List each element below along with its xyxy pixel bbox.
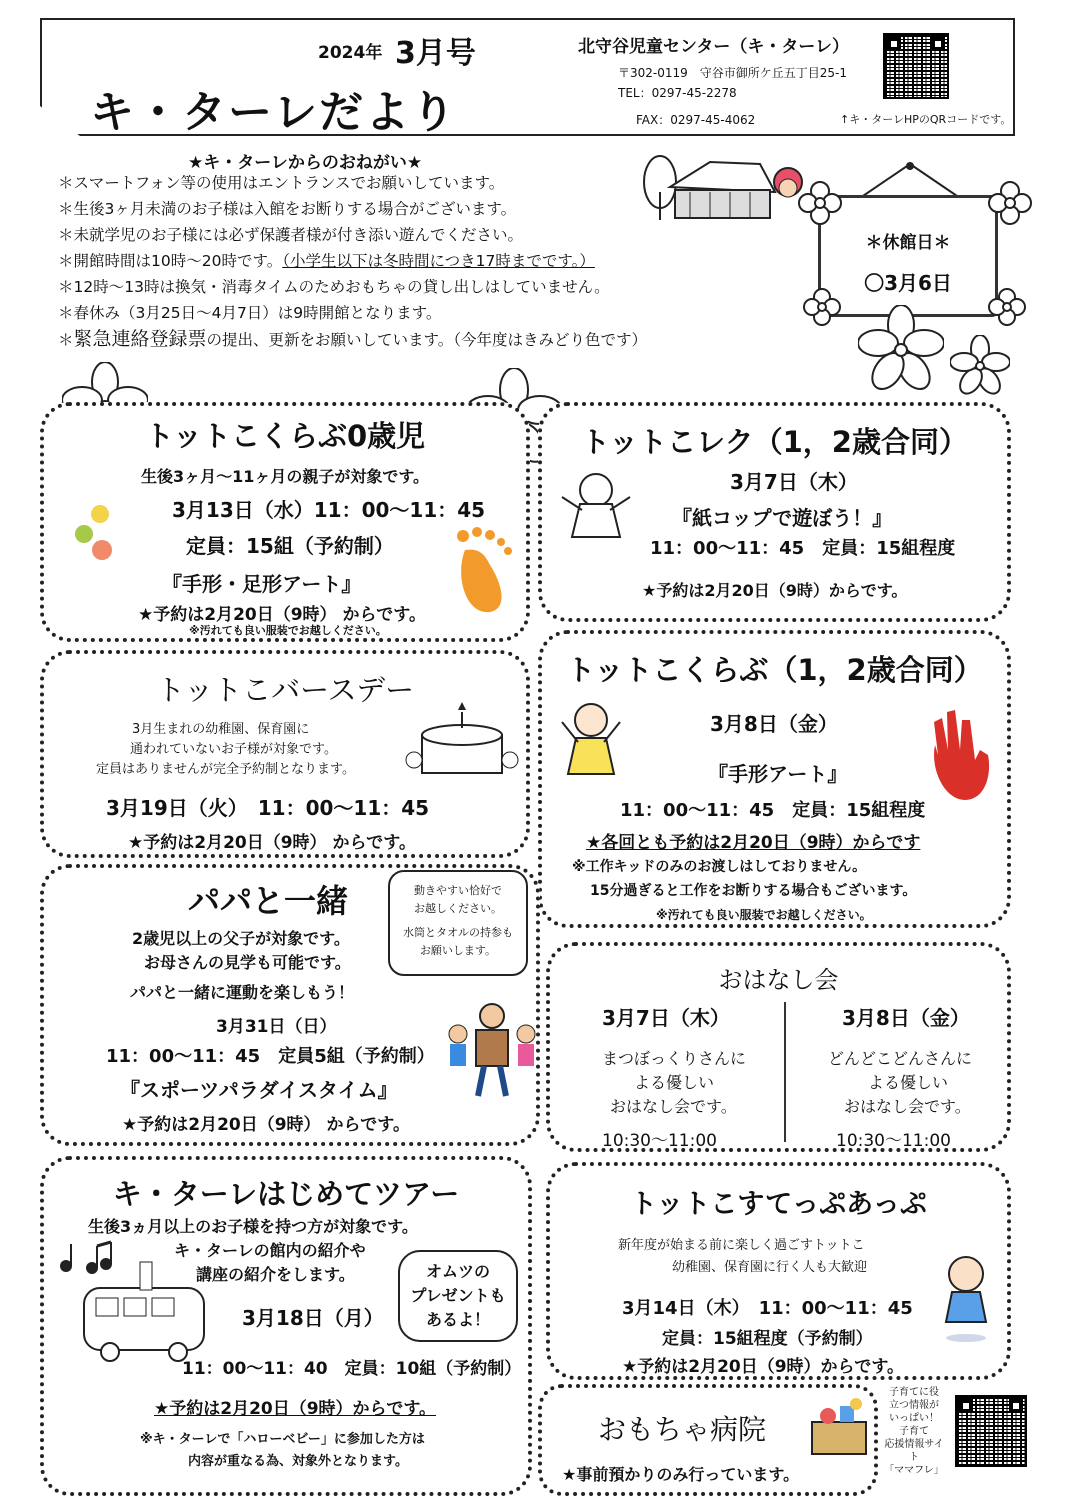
building-icon (640, 152, 805, 222)
story-right-line: おはなし会です。 (844, 1097, 971, 1116)
father-children-icon (442, 1000, 542, 1100)
desc-line: 生後3ヵ月以上のお子様を持つ方が対象です。 (88, 1217, 418, 1236)
bus-icon (80, 1260, 210, 1365)
flower-icon (985, 285, 1030, 330)
desc-line: 2歳児以上の父子が対象です。 (132, 929, 350, 948)
handprint-icon (72, 498, 122, 568)
notice-item: ＊スマートフォン等の使用はエントランスでお願いしています。 (58, 174, 505, 192)
panel-title: おはなし会 (718, 966, 839, 994)
mamafure-note: 子育てに役 立つ情報が いっぱい！ 子育て 応援情報サイト 「ママフレ」 (884, 1387, 944, 1476)
speech-bubble: 動きやすい恰好で お越しください。 水筒とタオルの持参も お願いします。 (388, 870, 528, 976)
notice-item: ＊未就学児のお子様には必ず保護者様が付き添い遊んでください。 (58, 226, 524, 244)
cherry-blossom-icon (950, 335, 1010, 395)
story-left-line: まつぼっくりさんに (602, 1049, 747, 1068)
story-right-line: よる優しい (868, 1073, 949, 1092)
event-datetime: 3月13日（水）11：00～11：45 (172, 498, 486, 522)
story-right-line: どんどこどんさんに (828, 1049, 973, 1068)
panel-title: パパと一緒 (188, 882, 349, 920)
newsletter-title: キ・ターレだより (90, 87, 458, 138)
reserve-text: ★予約は2月20日（9時） からです。 (138, 605, 426, 625)
time-capacity: 11：00～11：45 定員：15組程度 (620, 800, 926, 821)
reserve-text: ★予約は2月20日（9時） からです。 (128, 833, 416, 853)
reserve-text: ★予約は2月20日（9時）からです。 (622, 1357, 905, 1377)
flower-icon (985, 178, 1035, 228)
qr-code-icon[interactable] (883, 33, 949, 99)
child-playing-icon (552, 462, 640, 552)
notice-item: ＊生後3ヶ月未満のお子様は入館をお断りする場合がございます。 (58, 200, 517, 218)
note-line: 内容が重なる為、対象外となります。 (188, 1454, 408, 1469)
center-name: 北守谷児童センター（キ・ターレ） (578, 37, 849, 57)
event-date: 3月8日（金） (710, 712, 838, 736)
desc-line: 通われていないお子様が対象です。 (130, 742, 337, 757)
desc-line: パパと一緒に運動を楽しもう！ (130, 983, 355, 1002)
flower-icon (795, 178, 845, 228)
desc-line: 定員はありませんが完全予約制となります。 (96, 762, 355, 777)
event-date: 3月31日（日） (216, 1017, 337, 1037)
issue-year: 2024年 (318, 43, 383, 63)
panel-title: トットこレク（1，2歳合同） (581, 425, 968, 459)
birthday-cake-icon (402, 700, 520, 782)
flower-icon (800, 285, 845, 330)
footprint-icon (445, 520, 525, 620)
panel-story (546, 942, 1011, 1152)
note-line: ※キ・ターレで「ハローベビー」に参加した方は (140, 1432, 425, 1447)
note-line: ※汚れても良い服装でお越しください。 (656, 908, 872, 922)
target-text: 生後3ヶ月～11ヶ月の親子が対象です。 (140, 467, 430, 486)
story-left-date: 3月7日（木） (602, 1006, 730, 1030)
desc-line: 新年度が始まる前に楽しく過ごすトットこ (618, 1238, 865, 1253)
note-text: ※汚れても良い服装でお越しください。 (189, 624, 387, 637)
event-activity: 『手形アート』 (708, 762, 848, 786)
reserve-text: ★予約は2月20日（9時）からです。 (642, 581, 908, 600)
story-left-time: 10:30～11:00 (602, 1131, 717, 1151)
time-capacity: 11：00～11：40 定員：10組（予約制） (182, 1359, 522, 1379)
desc-line: 3月生まれの幼稚園、保育園に (132, 722, 310, 737)
event-date: 3月18日（月） (242, 1306, 384, 1330)
desc-line: キ・ターレの館内の紹介や (174, 1241, 366, 1260)
event-capacity: 定員：15組程度（予約制） (662, 1329, 873, 1349)
speech-bubble: オムツの プレゼントも あるよ！ (398, 1250, 518, 1342)
reserve-text: ★予約は2月20日（9時）からです。 (154, 1399, 437, 1419)
story-right-time: 10:30～11:00 (836, 1131, 951, 1151)
contact-info (618, 63, 847, 104)
jumping-child-icon (936, 1252, 996, 1344)
panel-title: おもちゃ病院 (598, 1413, 767, 1446)
issue-month: 3月号 (395, 36, 476, 71)
notice-title: ★キ・ターレからのおねがい★ (188, 153, 423, 173)
event-activity: 『紙コップで遊ぼう！』 (672, 506, 893, 530)
emergency-form: 緊急連絡登録票 (73, 328, 207, 350)
note-line: ※工作キッドのみのお渡しはしておりません。 (572, 859, 867, 875)
hanging-string-icon (850, 160, 970, 200)
event-datetime: 3月14日（木） 11：00～11：45 (622, 1298, 913, 1319)
panel-title: トットこバースデー (156, 673, 415, 707)
cherry-blossom-icon (858, 305, 944, 391)
event-activity: 『スポーツパラダイスタイム』 (120, 1078, 398, 1102)
note-line: 15分過ぎると工作をお断りする場合もございます。 (590, 883, 917, 899)
tel: TEL：0297-45-2278 (618, 86, 737, 101)
desc-line: 講座の紹介をします。 (196, 1265, 355, 1284)
event-datetime: 3月19日（火） 11：00～11：45 (106, 796, 430, 820)
notice-item: ＊緊急連絡登録票の提出、更新をお願いしています。（今年度はきみどり色です） (58, 328, 648, 350)
story-left-line: おはなし会です。 (610, 1097, 737, 1116)
desc-line: 幼稚園、保育園に行く人も大歓迎 (672, 1260, 868, 1275)
address: 〒302-0119 守谷市御所ケ丘五丁目25-1 (618, 66, 848, 80)
notice-item: ＊12時～13時は換気・消毒タイムのためおもちゃの貸し出しはしていません。 (58, 278, 610, 296)
notice-underlined: （小学生以下は冬時間につき17時までです。） (282, 252, 595, 270)
reserve-text: ★各回とも予約は2月20日（9時）からです (586, 833, 921, 853)
toy-box-icon (806, 1396, 872, 1458)
reserve-text: ★予約は2月20日（9時） からです。 (122, 1115, 410, 1135)
panel-title: キ・ターレはじめてツアー (112, 1177, 460, 1211)
panel-title: トットこすてっぷあっぷ (630, 1189, 927, 1220)
panel-title: トットこくらぶ0歳児 (144, 419, 426, 453)
notice-item: ＊春休み（3月25日～4月7日）は9時開館となります。 (58, 304, 442, 322)
qr-note: ↑キ・ターレHPのQRコードです。 (840, 113, 1012, 126)
desc-line: お母さんの見学も可能です。 (144, 953, 351, 972)
time-capacity: 11：00～11：45 定員：15組程度 (650, 538, 956, 559)
divider (784, 1002, 786, 1142)
notice-list (58, 170, 647, 353)
panel-title: トットこくらぶ（1，2歳合同） (566, 653, 983, 687)
closed-days-board (818, 195, 998, 317)
qr-code-icon[interactable] (955, 1395, 1027, 1467)
event-capacity: 定員：15組（予約制） (186, 534, 394, 558)
closed-date: 〇3月6日 (864, 271, 952, 295)
notice-item: ＊開館時間は10時～20時です。（小学生以下は冬時間につき17時までです。） (58, 252, 595, 270)
toy-text: ★事前預かりのみ行っています。 (562, 1465, 800, 1484)
story-left-line: よる優しい (634, 1073, 715, 1092)
event-date: 3月7日（木） (730, 470, 858, 494)
time-capacity: 11：00～11：45 定員5組（予約制） (106, 1046, 435, 1067)
fax: FAX：0297-45-4062 (636, 113, 756, 127)
red-handprint-icon (920, 700, 998, 808)
event-activity: 『手形・足形アート』 (162, 572, 362, 596)
story-right-date: 3月8日（金） (842, 1006, 970, 1030)
child-raising-hands-icon (556, 692, 626, 784)
closed-label: ＊休館日＊ (865, 233, 951, 253)
